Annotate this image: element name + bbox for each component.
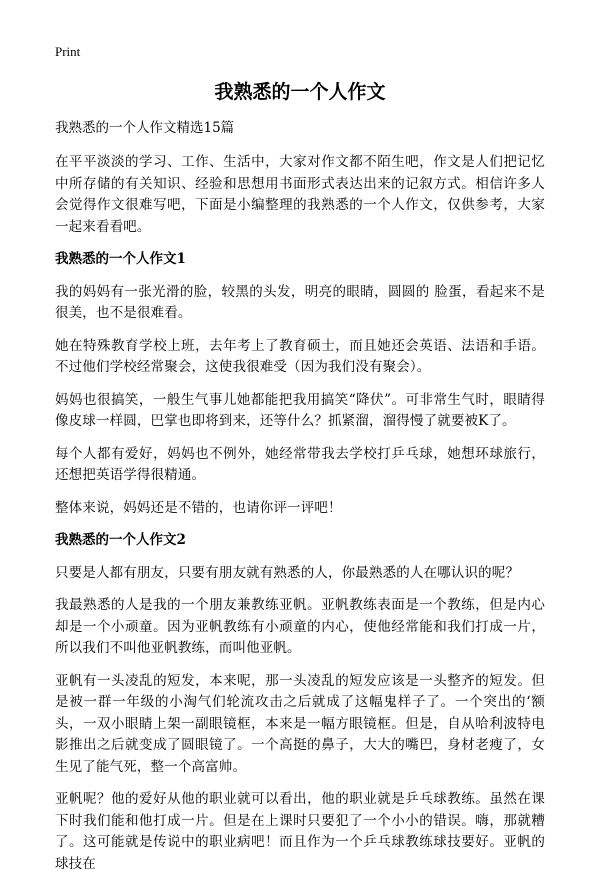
- document-subtitle: 我熟悉的一个人作文精选15篇: [55, 120, 235, 136]
- paragraph: 妈妈也很搞笑，一般生气事儿她都能把我用搞笑“降伏”。可非常生气时，眼睛得像皮球一样圆，巴掌也即将到来，还等什么？抓紧溜，溜得慢了就要被K了。: [55, 391, 545, 429]
- paragraph: 亚帆有一头凌乱的短发，本来呢，那一头凌乱的短发应该是一头整齐的短发。但是被一群一年级的小淘气们轮流攻击之后就成了这幅鬼样子了。一个突出的‘额头，一双小眼睛上架一副眼镜框，本来是一幅方眼镜框。但是，自从哈利波特电影推出之后就变成了圆眼镜了。一个高挺的鼻子，大大的嘴巴，身材老瘦了，女生见了能气死，整一个高富帅。: [55, 672, 545, 775]
- section-heading: 我熟悉的一个人作文1: [55, 251, 186, 267]
- section-heading: 我熟悉的一个人作文2: [55, 532, 186, 548]
- paragraph: 我的妈妈有一张光滑的脸，较黑的头发，明亮的眼睛，圆圆的 脸蛋，看起来不是很美，也不是很难看。: [55, 283, 545, 321]
- print-link[interactable]: Print: [55, 44, 81, 59]
- paragraph: 我最熟悉的人是我的一个朋友兼教练亚帆。亚帆教练表面是一个教练，但是内心却是一个小顽童。因为亚帆教练有小顽童的内心，使他经常能和我们打成一片，所以我们不叫他亚帆教练，而叫他亚帆。: [55, 597, 545, 656]
- paragraph: 亚帆呢？他的爱好从他的职业就可以看出，他的职业就是乒乓球教练。虽然在课下时我们能和他打成一片。但是在上课时只要犯了一个小小的错误。嗨，那就糟了。这可能就是传说中的职业病吧！而且作为一个乒乓球教练球技要好。亚帆的球技在: [55, 791, 545, 872]
- page-title: 我熟悉的一个人作文: [214, 81, 386, 103]
- intro-paragraph: 在平平淡淡的学习、工作、生活中，大家对作文都不陌生吧，作文是人们把记忆中所存储的有关知识、经验和思想用书面形式表达出来的记叙方式。相信许多人会觉得作文很难写吧，下面是小编整理的我熟悉的一个人作文，仅供参考，大家一起来看看吧。: [55, 154, 545, 235]
- article-body: [55, 152, 545, 886]
- paragraph: 只要是人都有朋友，只要有朋友就有熟悉的人，你最熟悉的人在哪认识的呢？: [55, 564, 520, 581]
- paragraph: 每个人都有爱好，妈妈也不例外，她经常带我去学校打乒乓球，她想环球旅行，还想把英语学得很精通。: [55, 445, 545, 483]
- paragraph: 她在特殊教育学校上班，去年考上了教育硕士，而且她还会英语、法语和手语。不过他们学校经常聚会，这使我很难受（因为我们没有聚会）。: [55, 337, 545, 375]
- paragraph: 整体来说，妈妈还是不错的，也请你评一评吧！: [55, 499, 342, 516]
